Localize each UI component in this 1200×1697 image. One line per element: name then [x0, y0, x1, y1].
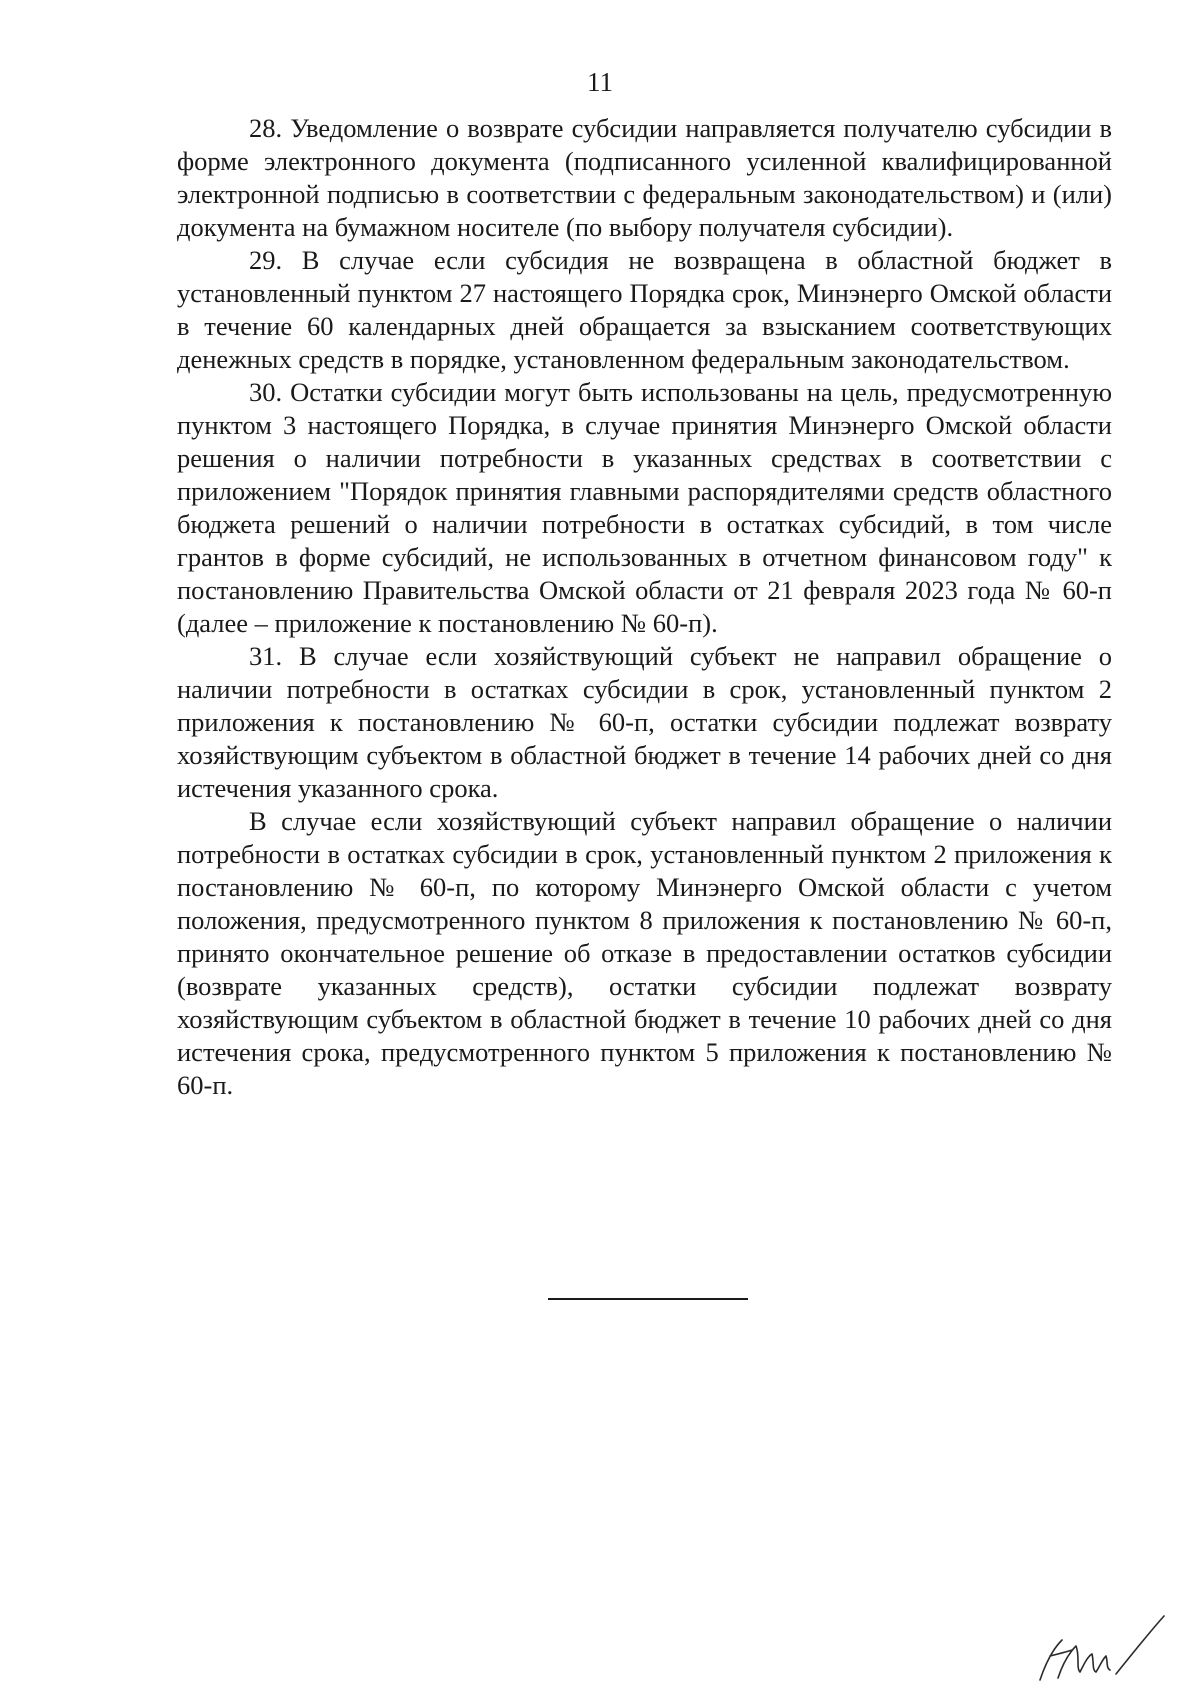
paragraph-31: 31. В случае если хозяйствующий субъект не направил обращение о наличии потребности в остатках субсидии в срок, установленный пунктом 2 приложения к постановлению № 60-п, остатки субсидии подлежат возврату хозяйствующим субъектом в областной бюджет в течение 14 рабочих дней со дня истечения указанного срока.	[177, 641, 1112, 803]
paragraph-28: 28. Уведомление о возврате субсидии направляется получателю субсидии в форме электронного документа (подписанного усиленной квалифицированной электронной подписью в соответствии с федеральным законодательством) и (или) документа на бумажном носителе (по выбору получателя субсидии).	[177, 113, 1112, 242]
end-separator-line	[548, 1298, 748, 1300]
page-number: 11	[587, 67, 613, 97]
paragraph-30: 30. Остатки субсидии могут быть использованы на цель, предусмотренную пунктом 3 настоящего Порядка, в случае принятия Минэнерго Омской области решения о наличии потребности в указанных средствах в соответствии с приложением "Порядок принятия главными распорядителями средств областного бюджета решений о наличии потребности в остатках субсидий, в том числе грантов в форме субсидий, не использованных в отчетном финансовом году" к постановлению Правительства Омской области от 21 февраля 2023 года № 60-п (далее – приложение к постановлению № 60-п).	[177, 377, 1112, 638]
handwritten-signature	[1032, 1610, 1172, 1690]
document-body	[177, 112, 1112, 1102]
paragraph-29: 29. В случае если субсидия не возвращена в областной бюджет в установленный пунктом 27 настоящего Порядка срок, Минэнерго Омской области в течение 60 календарных дней обращается за взысканием соответствующих денежных средств в порядке, установленном федеральным законодательством.	[177, 245, 1112, 374]
paragraph-31-continuation: В случае если хозяйствующий субъект направил обращение о наличии потребности в остатках субсидии в срок, установленный пунктом 2 приложения к постановлению № 60-п, по которому Минэнерго Омской области с учетом положения, предусмотренного пунктом 8 приложения к постановлению № 60-п, принято окончательное решение об отказе в предоставлении остатков субсидии (возврате указанных средств), остатки субсидии подлежат возврату хозяйствующим субъектом в областной бюджет в течение 10 рабочих дней со дня истечения срока, предусмотренного пунктом 5 приложения к постановлению № 60-п.	[177, 806, 1112, 1100]
